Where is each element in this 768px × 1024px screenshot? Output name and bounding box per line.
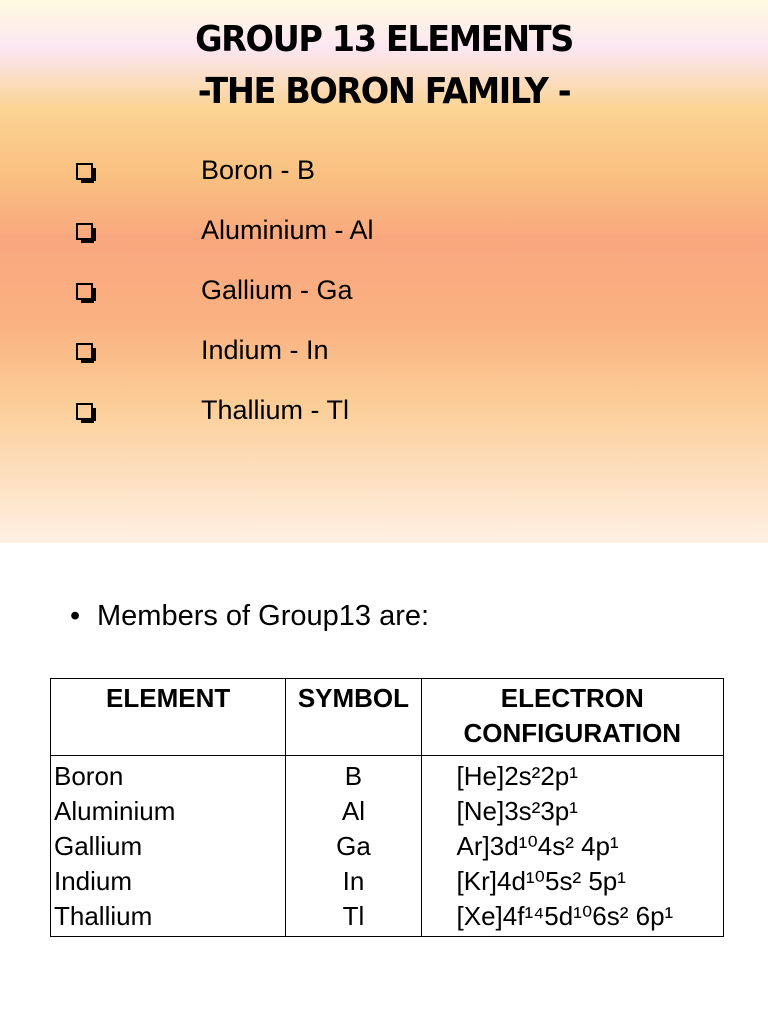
element-list bbox=[0, 148, 768, 448]
list-item bbox=[0, 208, 768, 268]
element-name: Aluminium bbox=[54, 796, 176, 826]
element-symbol: Al bbox=[341, 796, 365, 826]
header-configuration bbox=[421, 679, 723, 756]
element-symbol-column bbox=[286, 756, 421, 937]
list-item-label: Thallium - Tl bbox=[201, 395, 350, 425]
table-row bbox=[51, 756, 724, 937]
header-symbol: SYMBOL bbox=[286, 679, 421, 756]
electron-configuration: [Kr]4d¹⁰5s² 5p¹ bbox=[456, 866, 626, 896]
electron-configuration: [He]2s²2p¹ bbox=[456, 761, 578, 791]
element-symbol: In bbox=[342, 866, 365, 896]
element-name: Boron bbox=[54, 761, 124, 791]
checkbox-bullet-icon bbox=[76, 163, 93, 180]
list-item bbox=[0, 388, 768, 448]
element-name: Indium bbox=[54, 866, 133, 896]
electron-configuration: Ar]3d¹⁰4s² 4p¹ bbox=[456, 831, 619, 861]
element-table bbox=[50, 678, 724, 937]
list-item bbox=[0, 328, 768, 388]
intro-text bbox=[70, 596, 429, 636]
element-symbol: Tl bbox=[342, 901, 365, 931]
table-header-row bbox=[51, 679, 724, 756]
list-item-label: Indium - In bbox=[201, 335, 329, 365]
element-symbol: B bbox=[344, 761, 363, 791]
list-item-label: Boron - B bbox=[201, 155, 316, 185]
element-name: Thallium bbox=[54, 901, 153, 931]
checkbox-bullet-icon bbox=[76, 403, 93, 420]
header-configuration-line-2: CONFIGURATION bbox=[463, 718, 682, 748]
electron-configuration-column bbox=[421, 756, 723, 937]
title-line-1: GROUP 13 ELEMENTS bbox=[195, 19, 573, 60]
element-name-column bbox=[51, 756, 286, 937]
page-title bbox=[27, 14, 741, 118]
checkbox-bullet-icon bbox=[76, 283, 93, 300]
list-item-label: Gallium - Ga bbox=[201, 275, 353, 305]
header-element: ELEMENT bbox=[51, 679, 286, 756]
electron-configuration: [Xe]4f¹⁴5d¹⁰6s² 6p¹ bbox=[456, 901, 674, 931]
list-item bbox=[0, 268, 768, 328]
list-item bbox=[0, 148, 768, 208]
intro-label: Members of Group13 are: bbox=[97, 600, 430, 632]
list-item-label: Aluminium - Al bbox=[201, 215, 374, 245]
element-name: Gallium bbox=[54, 831, 143, 861]
element-symbol: Ga bbox=[336, 831, 371, 861]
electron-configuration: [Ne]3s²3p¹ bbox=[456, 796, 578, 826]
checkbox-bullet-icon bbox=[76, 223, 93, 240]
title-line-2: -THE BORON FAMILY - bbox=[197, 71, 571, 112]
bullet-icon: • bbox=[70, 600, 81, 632]
header-configuration-line-1: ELECTRON bbox=[500, 683, 644, 713]
checkbox-bullet-icon bbox=[76, 343, 93, 360]
